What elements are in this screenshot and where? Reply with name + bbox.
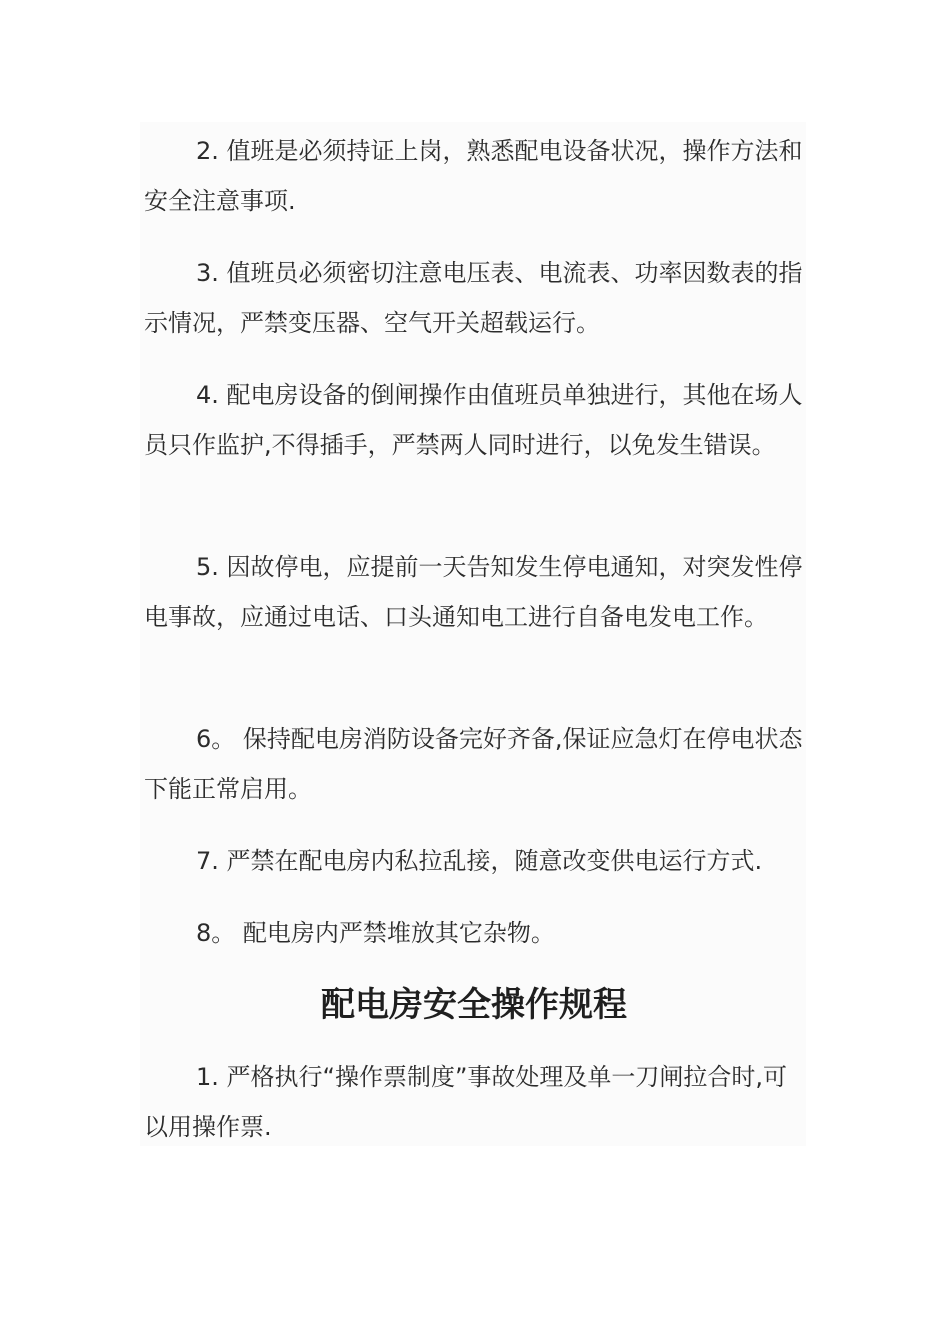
paragraph-item-7: 7. 严禁在配电房内私拉乱接，随意改变供电运行方式. [196,847,763,875]
paragraph-item-3: 3. 值班员必须密切注意电压表、电流表、功率因数表的指示情况，严禁变压器、空气开关超载运行。 [144,259,803,337]
paragraph-item-5: 5. 因故停电，应提前一天告知发生停电通知，对突发性停电事故，应通过电话、口头通知电工进行自备电发电工作。 [144,553,803,631]
section-title: 配电房安全操作规程 [321,985,627,1025]
paragraph-item-6: 6。 保持配电房消防设备完好齐备,保证应急灯在停电状态下能正常启用。 [144,725,803,803]
paragraph-item-8: 8。 配电房内严禁堆放其它杂物。 [196,919,555,947]
section-paragraph-item-1: 1. 严格执行“操作票制度”事故处理及单一刀闸拉合时,可以用操作票. [144,1063,788,1141]
paragraph-item-4: 4. 配电房设备的倒闸操作由值班员单独进行，其他在场人员只作监护,不得插手，严禁两人同时进行，以免发生错误。 [144,381,803,459]
paragraph-item-2: 2. 值班是必须持证上岗，熟悉配电设备状况，操作方法和安全注意事项. [144,137,803,215]
